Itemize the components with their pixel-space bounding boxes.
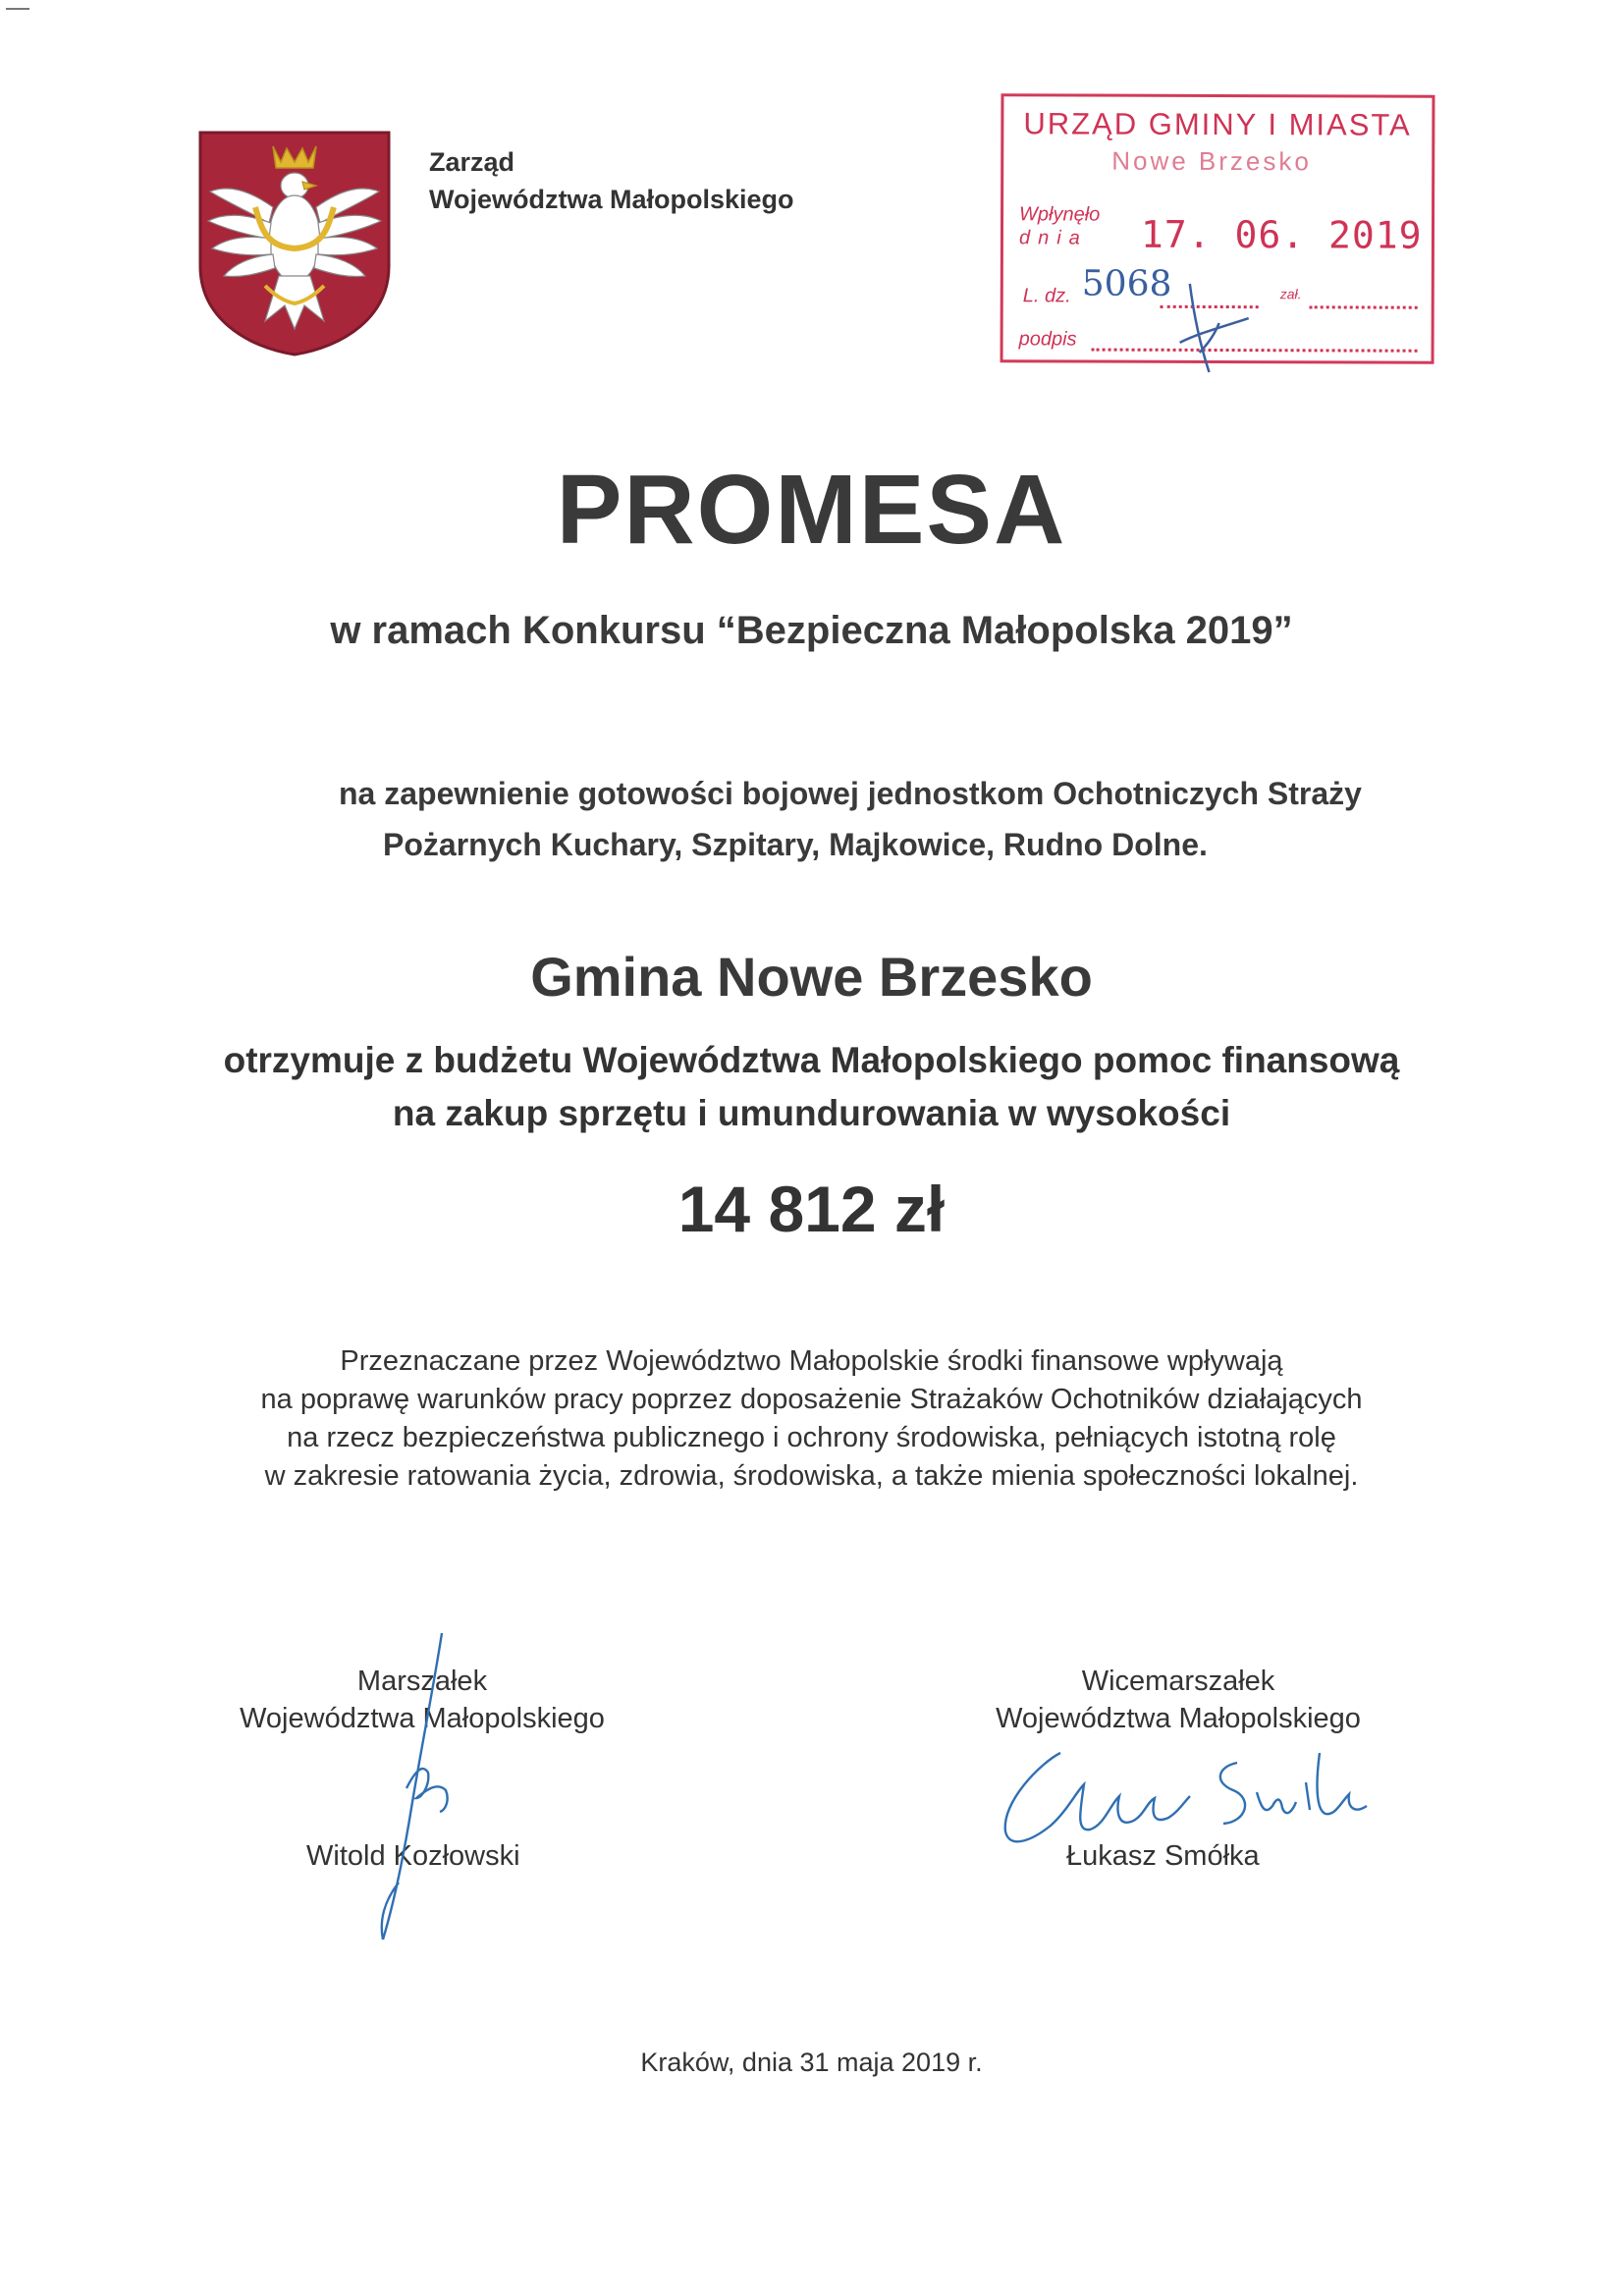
grant-line-1: otrzymuje z budżetu Województwa Małopolskiego pomoc finansową [223, 1040, 1400, 1080]
grant-text [0, 1034, 1623, 1140]
stamp-ldz-value: 5068 [1081, 263, 1172, 304]
scan-mark [6, 8, 29, 10]
right-role-line-1: Wicemarszałek [1081, 1666, 1275, 1697]
left-signatory-name: Witold Kozłowski [306, 1840, 520, 1872]
stamp-ldz-label: L. dz. [1022, 285, 1071, 307]
coat-of-arms-icon [196, 129, 393, 357]
issuer-name [429, 143, 794, 218]
stamp-received-label-1: Wpłynęło [1019, 203, 1101, 226]
purpose-line-2: Pożarnych Kuchary, Szpitary, Majkowice, Rudno Dolne. [383, 827, 1208, 862]
grant-line-2: na zakup sprzętu i umundurowania w wysokości [392, 1093, 1231, 1133]
left-handwritten-signature [344, 1625, 471, 1949]
stamp-office-line-1: URZĄD GMINY I MIASTA [1023, 106, 1412, 142]
issuer-line-2: Województwa Małopolskiego [429, 185, 794, 214]
left-role-line-1: Marszałek [356, 1666, 488, 1697]
paragraph-line: Przeznaczane przez Województwo Małopolskie środki finansowe wpływają [340, 1345, 1283, 1377]
left-role-line-2: Województwa Małopolskiego [240, 1703, 605, 1734]
grant-amount: 14 812 zł [677, 1173, 946, 1245]
place-and-date: Kraków, dnia 31 maja 2019 r. [640, 2048, 983, 2077]
right-role-line-2: Województwa Małopolskiego [996, 1703, 1361, 1734]
purpose-line-1: na zapewnienie gotowości bojowej jednostkom Ochotniczych Straży [339, 776, 1362, 811]
stamp-initial-signature [1160, 274, 1268, 382]
stamp-zal-dots [1310, 305, 1418, 308]
stamp-received-date: 17. 06. 2019 [1140, 212, 1423, 257]
stamp-office-line-2: Nowe Brzesko [1111, 145, 1312, 177]
stamp-received-label [1019, 202, 1100, 249]
issuer-line-1: Zarząd [429, 147, 515, 177]
stamp-podpis-label: podpis [1018, 328, 1077, 351]
right-signatory-name: Łukasz Smółka [1066, 1840, 1260, 1872]
stamp-zal-label: zał. [1279, 286, 1302, 302]
recipient-name: Gmina Nowe Brzesko [530, 946, 1093, 1008]
paragraph-line: na rzecz bezpieczeństwa publicznego i ochrony środowiska, pełniących istotną rolę [287, 1422, 1336, 1453]
document-title: PROMESA [556, 455, 1067, 565]
stamp-received-label-2: dnia [1018, 227, 1088, 249]
paragraph-line: w zakresie ratowania życia, zdrowia, środowiska, a także mienia społeczności lokalnej. [264, 1460, 1359, 1492]
paragraph-line: na poprawę warunków pracy poprzez doposażenie Strażaków Ochotników działających [260, 1384, 1363, 1415]
body-paragraph [0, 1342, 1623, 1496]
right-handwritten-signature [982, 1723, 1394, 1861]
registry-stamp [1001, 93, 1435, 364]
document-subtitle: w ramach Konkursu “Bezpieczna Małopolska 2019” [330, 609, 1293, 652]
